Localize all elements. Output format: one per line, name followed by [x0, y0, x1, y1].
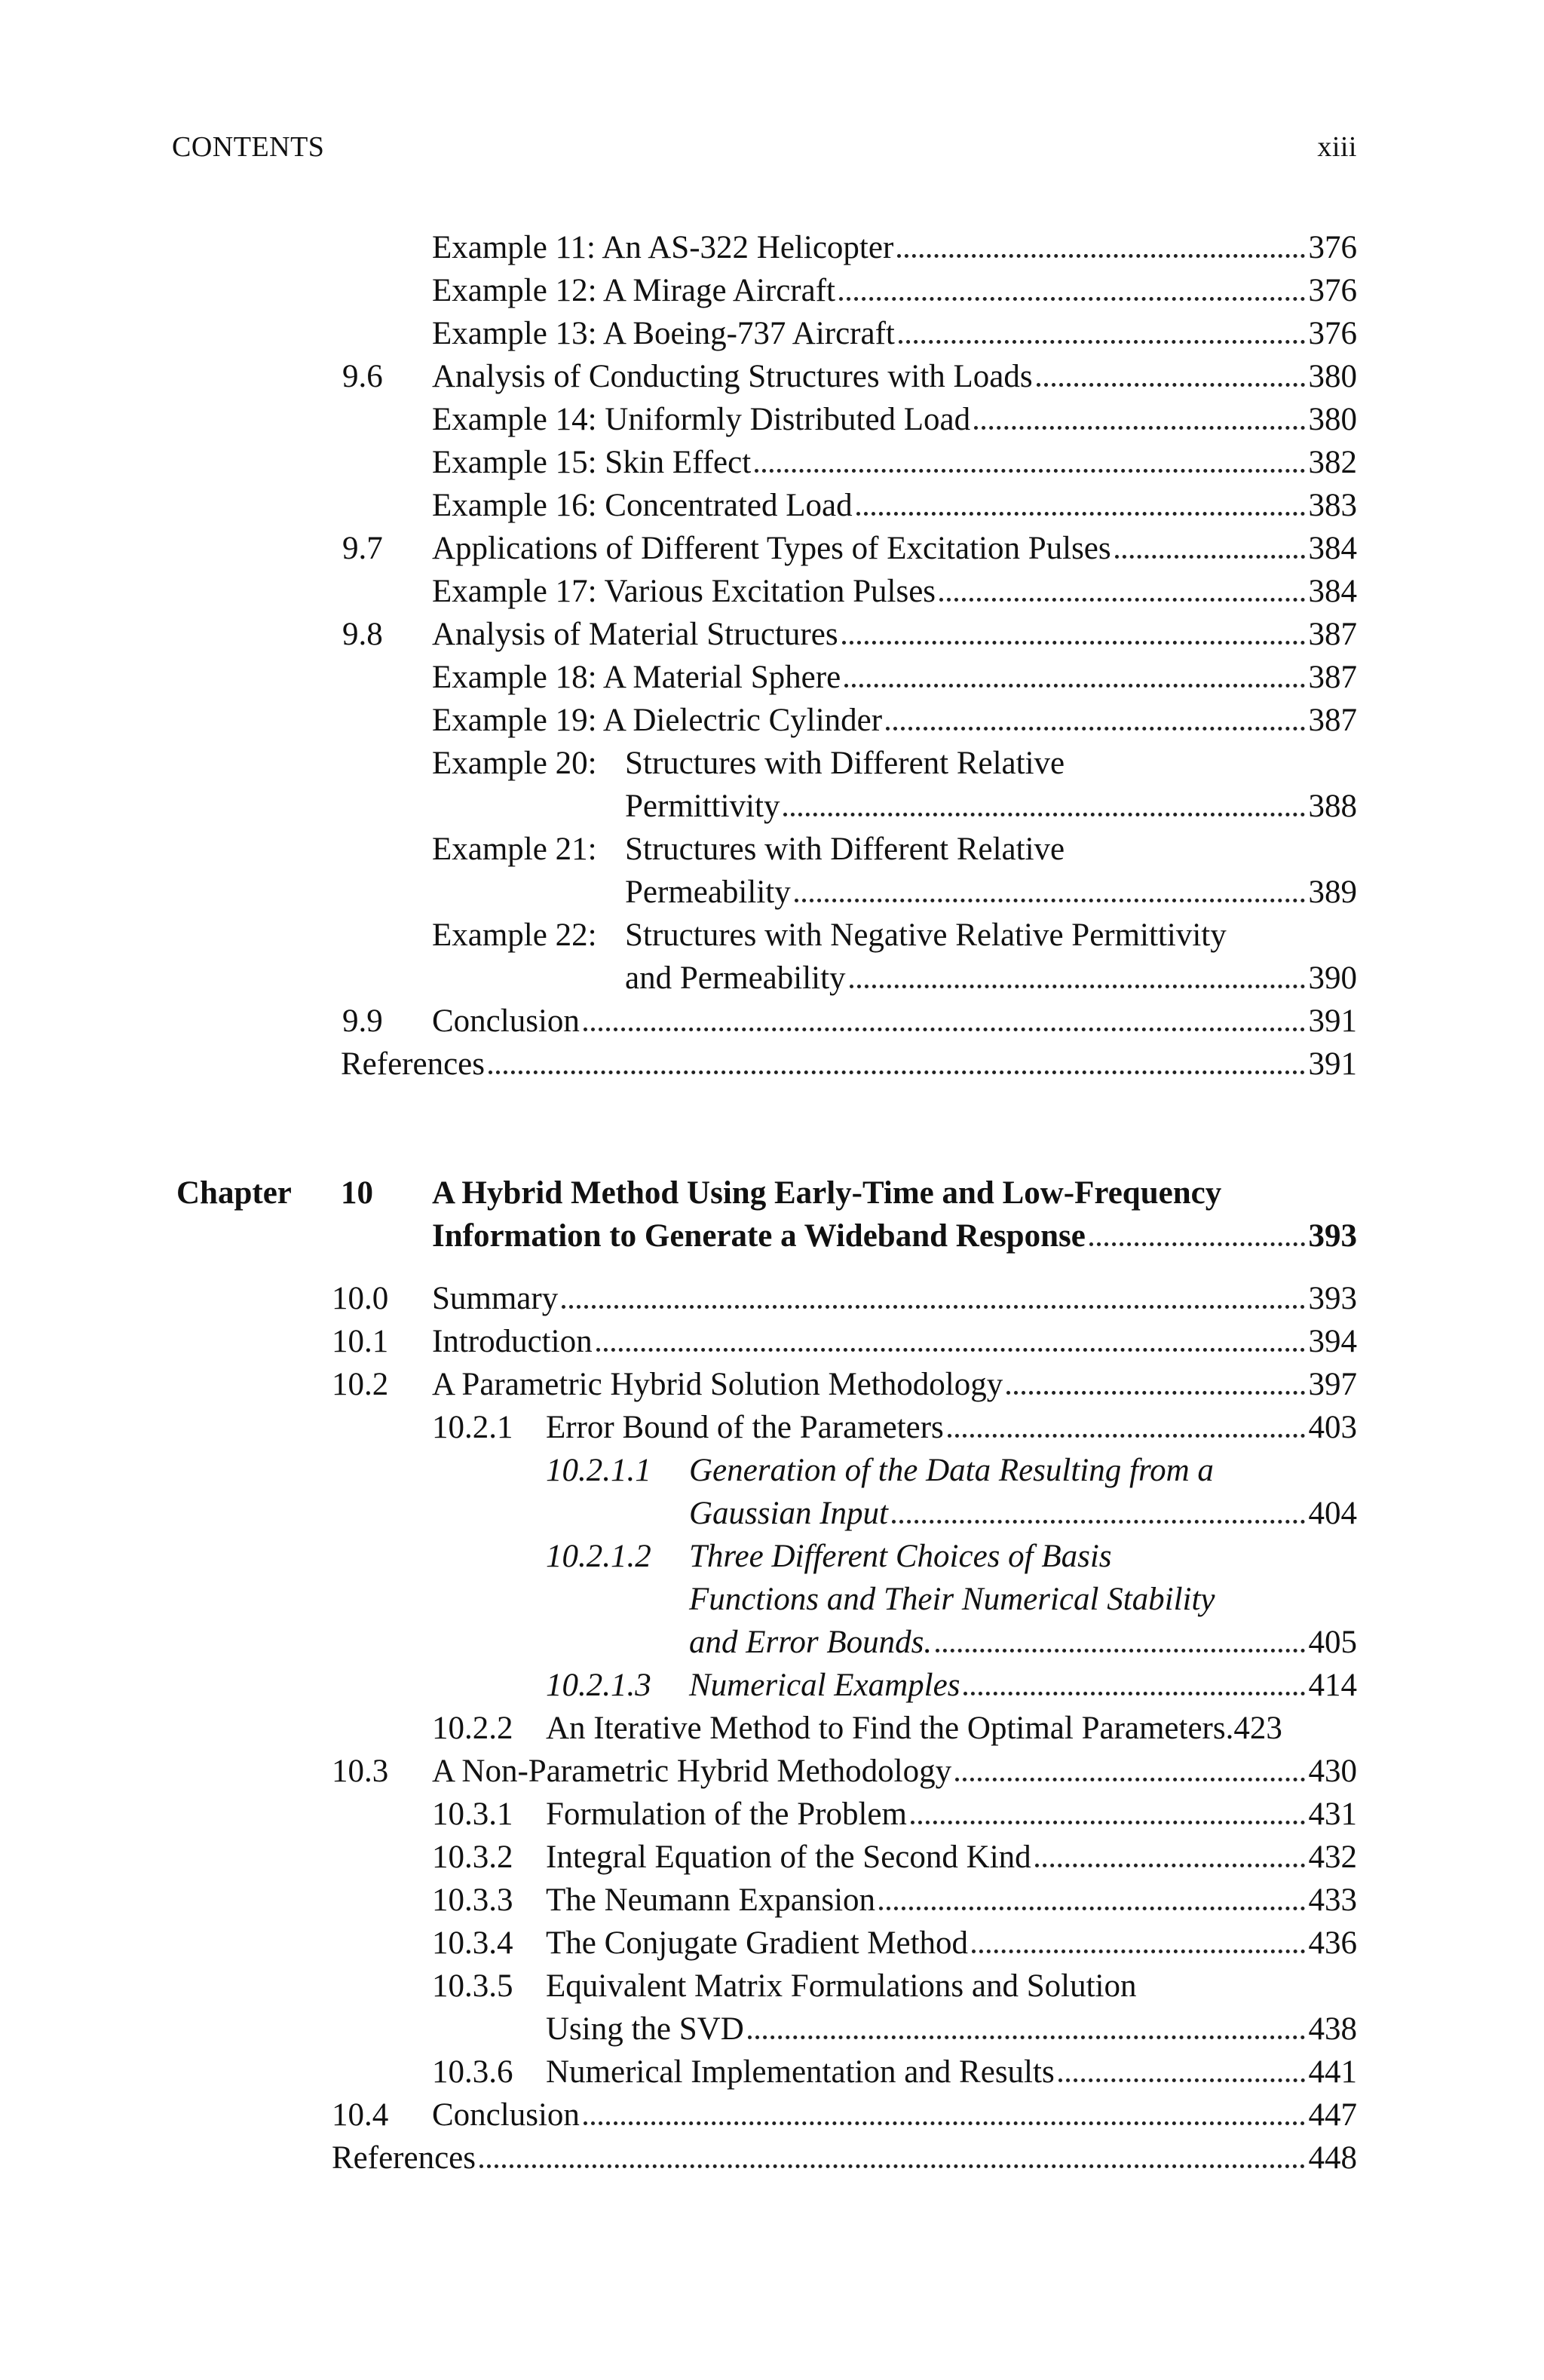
dot-leader	[839, 297, 1305, 301]
subsection-number: 10.3.2	[432, 1839, 513, 1875]
toc-entry-references-ch9[interactable]	[341, 1046, 1357, 1082]
toc-entry-example-20[interactable]	[625, 788, 1357, 824]
entry-title-line-2: and Permeability	[625, 960, 846, 996]
page-ref: 433	[1308, 1882, 1357, 1918]
dot-leader	[844, 684, 1304, 688]
toc-entry-section-10-3-3[interactable]	[546, 1882, 1357, 1918]
dot-leader	[596, 1348, 1305, 1352]
page-number: xiii	[1317, 131, 1357, 163]
entry-title-line-2: Gaussian Input	[689, 1496, 888, 1531]
toc-entry-example-17[interactable]	[432, 573, 1357, 609]
dot-leader	[886, 727, 1304, 731]
dot-leader	[948, 1434, 1305, 1438]
entry-title: An Iterative Method to Find the Optimal Parameters.	[546, 1711, 1234, 1746]
entry-title: Analysis of Conducting Structures with Loads	[432, 359, 1033, 394]
example-label: Example 11:	[432, 230, 596, 265]
page-ref: 405	[1308, 1625, 1357, 1660]
page-ref: 438	[1308, 2011, 1357, 2047]
dot-leader	[795, 899, 1305, 902]
dot-leader	[1037, 383, 1305, 387]
page-ref: 430	[1308, 1754, 1357, 1789]
entry-title-line-1: Three Different Choices of Basis	[689, 1539, 1112, 1574]
toc-entry-section-10-3-1[interactable]	[546, 1796, 1357, 1832]
toc-entry-section-10-0[interactable]	[432, 1280, 1357, 1316]
dot-leader	[963, 1692, 1304, 1695]
dot-leader	[1035, 1864, 1305, 1867]
section-number: 10.4	[332, 2097, 389, 2133]
entry-title: A Mirage Aircraft	[602, 273, 835, 308]
page-ref: 387	[1308, 617, 1357, 652]
dot-leader	[955, 1778, 1304, 1781]
page-ref: 431	[1308, 1796, 1357, 1832]
page-ref: 393	[1308, 1218, 1357, 1254]
example-label: Example 14:	[432, 402, 597, 437]
page-ref: 376	[1308, 230, 1357, 265]
entry-title: Applications of Different Types of Excitation Pulses	[432, 531, 1111, 566]
example-label: Example 18:	[432, 660, 597, 695]
page-ref: 376	[1308, 273, 1357, 308]
dot-leader	[899, 340, 1305, 344]
entry-title: Skin Effect	[605, 445, 752, 480]
dot-leader	[972, 1950, 1304, 1953]
dot-leader	[584, 2121, 1305, 2125]
section-number: 9.7	[342, 531, 383, 566]
toc-entry-example-18[interactable]	[432, 659, 1357, 695]
dot-leader	[783, 813, 1304, 816]
entry-title: Introduction	[432, 1324, 593, 1359]
subsection-number: 10.3.3	[432, 1882, 513, 1918]
page-ref: 432	[1308, 1839, 1357, 1875]
entry-title: An AS-322 Helicopter	[602, 230, 894, 265]
chapter-label: Chapter	[176, 1175, 292, 1211]
dot-leader	[850, 985, 1305, 988]
page-ref: 414	[1308, 1668, 1357, 1703]
page-ref: 376	[1308, 316, 1357, 351]
chapter-number: 10	[341, 1175, 373, 1211]
toc-entry-section-10-1[interactable]	[432, 1323, 1357, 1359]
example-label: Example 21:	[432, 832, 597, 867]
section-number: 9.8	[342, 617, 383, 652]
page-ref: 391	[1308, 1046, 1357, 1082]
subsubsection-number: 10.2.1.3	[546, 1668, 651, 1703]
toc-entry-section-10-2-1-2[interactable]	[689, 1624, 1357, 1660]
subsubsection-number: 10.2.1.1	[546, 1453, 651, 1488]
entry-title-line-1: Generation of the Data Resulting from a	[689, 1453, 1214, 1488]
page-ref: 391	[1308, 1003, 1357, 1039]
toc-entry-section-10-3-5[interactable]	[546, 2011, 1357, 2047]
entry-title-line-1: Structures with Negative Relative Permittivity	[625, 917, 1227, 953]
toc-entry-example-16[interactable]	[432, 487, 1357, 523]
entry-title-line-2: Permeability	[625, 875, 791, 910]
dot-leader	[489, 1071, 1305, 1074]
toc-entry-section-10-2-1[interactable]	[546, 1409, 1357, 1445]
entry-title: Numerical Implementation and Results	[546, 2054, 1055, 2090]
subsection-number: 10.3.5	[432, 1968, 513, 2004]
entry-title: Error Bound of the Parameters	[546, 1410, 944, 1445]
toc-entry-example-22[interactable]	[625, 960, 1357, 996]
example-label: Example 15:	[432, 445, 597, 480]
entry-title: A Parametric Hybrid Solution Methodology	[432, 1367, 1003, 1402]
entry-title: Conclusion	[432, 1003, 580, 1039]
page-ref: 382	[1308, 445, 1357, 480]
page-ref: 448	[1308, 2140, 1357, 2176]
example-label: Example 16:	[432, 488, 597, 523]
entry-title: Conclusion	[432, 2097, 580, 2133]
entry-title: A Non-Parametric Hybrid Methodology	[432, 1754, 952, 1789]
dot-leader	[562, 1305, 1304, 1309]
entry-title: The Neumann Expansion	[546, 1882, 876, 1918]
toc-entry-section-10-2[interactable]	[432, 1366, 1357, 1402]
toc-entry-section-9-7[interactable]	[432, 530, 1357, 566]
toc-entry-section-9-8[interactable]	[432, 616, 1357, 652]
page-ref: 397	[1308, 1367, 1357, 1402]
entry-title: Summary	[432, 1281, 559, 1316]
page-ref: 380	[1308, 359, 1357, 394]
entry-title: References	[332, 2140, 476, 2176]
toc-entry-section-10-2-1-3[interactable]	[689, 1667, 1357, 1703]
page-ref: 384	[1308, 574, 1357, 609]
page-ref: 423	[1233, 1711, 1282, 1746]
dot-leader	[1115, 555, 1305, 559]
page-ref: 387	[1308, 660, 1357, 695]
dot-leader	[1006, 1391, 1304, 1395]
subsection-number: 10.2.1	[432, 1410, 513, 1445]
entry-title: Formulation of the Problem	[546, 1796, 907, 1832]
toc-entry-chapter-10[interactable]	[432, 1218, 1357, 1254]
dot-leader	[842, 641, 1305, 645]
entry-title-line-1: Structures with Different Relative	[625, 832, 1065, 867]
dot-leader	[1089, 1242, 1305, 1246]
page-ref: 384	[1308, 531, 1357, 566]
toc-entry-example-19[interactable]	[432, 702, 1357, 738]
example-label: Example 13:	[432, 316, 597, 351]
page-ref: 388	[1308, 789, 1357, 824]
entry-title: A Dielectric Cylinder	[602, 703, 883, 738]
section-number: 9.9	[342, 1003, 383, 1039]
page-ref: 436	[1308, 1925, 1357, 1961]
page-ref: 441	[1308, 2054, 1357, 2090]
entry-title-line-1: Structures with Different Relative	[625, 746, 1065, 781]
entry-title: A Boeing-737 Aircraft	[602, 316, 895, 351]
page-ref: 404	[1308, 1496, 1357, 1531]
toc-entry-section-9-6[interactable]	[432, 358, 1357, 394]
page-ref: 383	[1308, 488, 1357, 523]
page-ref: 394	[1308, 1324, 1357, 1359]
example-label: Example 20:	[432, 746, 597, 781]
running-header-left: CONTENTS	[172, 131, 325, 163]
page-ref: 447	[1308, 2097, 1357, 2133]
toc-entry-example-21[interactable]	[625, 874, 1357, 910]
page-ref: 393	[1308, 1281, 1357, 1316]
page-ref: 403	[1308, 1410, 1357, 1445]
dot-leader	[584, 1028, 1305, 1031]
toc-entry-section-10-3-6[interactable]	[546, 2054, 1357, 2090]
example-label: Example 22:	[432, 917, 597, 953]
entry-title: Uniformly Distributed Load	[605, 402, 971, 437]
entry-title: Integral Equation of the Second Kind	[546, 1839, 1031, 1875]
dot-leader	[911, 1821, 1305, 1824]
toc-entry-example-13[interactable]	[432, 315, 1357, 351]
section-number: 9.6	[342, 359, 383, 394]
dot-leader	[974, 426, 1304, 430]
dot-leader	[892, 1520, 1305, 1524]
dot-leader	[879, 1907, 1304, 1910]
entry-title: Concentrated Load	[605, 488, 853, 523]
chapter-title-line-1: A Hybrid Method Using Early-Time and Low-Frequency	[432, 1175, 1222, 1211]
entry-title-line-2: Using the SVD	[546, 2011, 744, 2047]
subsection-number: 10.3.1	[432, 1796, 513, 1832]
toc-entry-references-ch10[interactable]	[332, 2140, 1357, 2176]
entry-title: Numerical Examples	[689, 1668, 960, 1703]
toc-entry-example-15[interactable]	[432, 444, 1357, 480]
page-ref: 380	[1308, 402, 1357, 437]
entry-title-line-3: and Error Bounds.	[689, 1625, 933, 1660]
entry-title-line-2: Permittivity	[625, 789, 780, 824]
entry-title: A Material Sphere	[602, 660, 841, 695]
dot-leader	[479, 2164, 1305, 2168]
section-number: 10.2	[332, 1367, 389, 1402]
dot-leader	[897, 254, 1304, 258]
toc-entry-example-14[interactable]	[432, 401, 1357, 437]
subsubsection-number: 10.2.1.2	[546, 1539, 651, 1574]
subsection-number: 10.3.4	[432, 1925, 513, 1961]
chapter-title-line-2: Information to Generate a Wideband Response	[432, 1218, 1086, 1254]
page-ref: 390	[1308, 960, 1357, 996]
entry-title: Various Excitation Pulses	[604, 574, 936, 609]
entry-title-line-2: Functions and Their Numerical Stability	[689, 1582, 1215, 1617]
page-ref: 389	[1308, 875, 1357, 910]
dot-leader	[1058, 2078, 1305, 2082]
dot-leader	[856, 512, 1305, 516]
toc-entry-section-9-9[interactable]	[432, 1003, 1357, 1039]
section-number: 10.3	[332, 1754, 389, 1789]
toc-entry-example-11[interactable]	[432, 229, 1357, 265]
page-ref: 387	[1308, 703, 1357, 738]
example-label: Example 19:	[432, 703, 597, 738]
toc-entry-section-10-2-2[interactable]	[546, 1710, 1357, 1746]
dot-leader	[755, 469, 1304, 473]
toc-entry-section-10-3-2[interactable]	[546, 1839, 1357, 1875]
dot-leader	[939, 598, 1304, 602]
toc-entry-section-10-4[interactable]	[432, 2097, 1357, 2133]
entry-title: References	[341, 1046, 485, 1082]
entry-title: The Conjugate Gradient Method	[546, 1925, 969, 1961]
section-number: 10.0	[332, 1281, 389, 1316]
dot-leader	[748, 2035, 1305, 2039]
toc-entry-section-10-3-4[interactable]	[546, 1925, 1357, 1961]
example-label: Example 12:	[432, 273, 597, 308]
dot-leader	[936, 1649, 1304, 1653]
example-label: Example 17:	[432, 574, 597, 609]
toc-entry-section-10-3[interactable]	[432, 1753, 1357, 1789]
toc-entry-example-12[interactable]	[432, 272, 1357, 308]
subsection-number: 10.3.6	[432, 2054, 513, 2090]
entry-title: Analysis of Material Structures	[432, 617, 838, 652]
entry-title-line-1: Equivalent Matrix Formulations and Solution	[546, 1968, 1137, 2004]
section-number: 10.1	[332, 1324, 389, 1359]
toc-entry-section-10-2-1-1[interactable]	[689, 1495, 1357, 1531]
subsection-number: 10.2.2	[432, 1711, 513, 1746]
